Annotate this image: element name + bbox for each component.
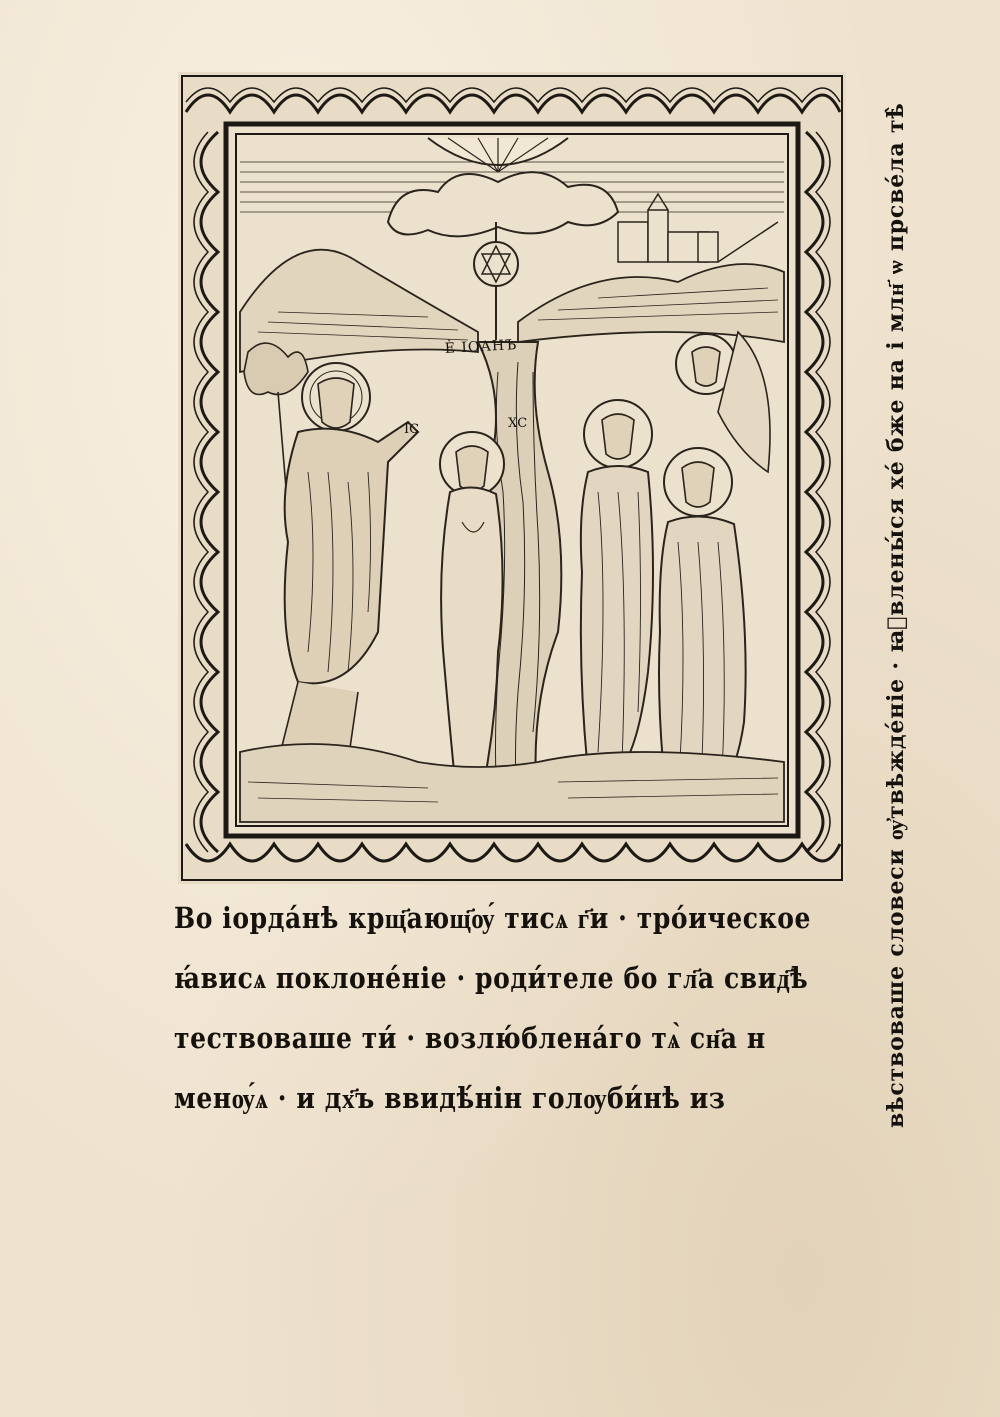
text-line-2: ꙗ́висѧ поклоне́ніе · роди́теле бо гл҃а свид҃ѣ	[174, 961, 809, 995]
text-line-4: менѹ́ѧ · и дх҃ъ ввидѣ́нін голѹби́нѣ из	[174, 1081, 726, 1115]
baptism-engraving	[178, 72, 846, 884]
text-line-3: тествоваше ти́ · возлю́блена́го тѧ̀ сн҃а н	[174, 1021, 766, 1055]
engraving-caption: Ѐ ІОАНЪ	[444, 337, 518, 357]
woodcut-illustration	[178, 72, 846, 884]
christ-monogram-right: ХС	[508, 416, 528, 431]
christ-monogram-left: ІС	[404, 422, 420, 437]
vertical-margin-text: вѣствоваше словеси ѹ҆твѣжде́ніе · ꙗ҆влены́ся хе́ бже на і млн҃ ѡ прсве́ла тѣ̀	[883, 102, 909, 1128]
troparion-text	[174, 901, 874, 1117]
text-line-1: Во іорда́нѣ крщ҃ающ҃ѹ́ тисѧ г҃и · тро́ическое	[174, 901, 811, 935]
